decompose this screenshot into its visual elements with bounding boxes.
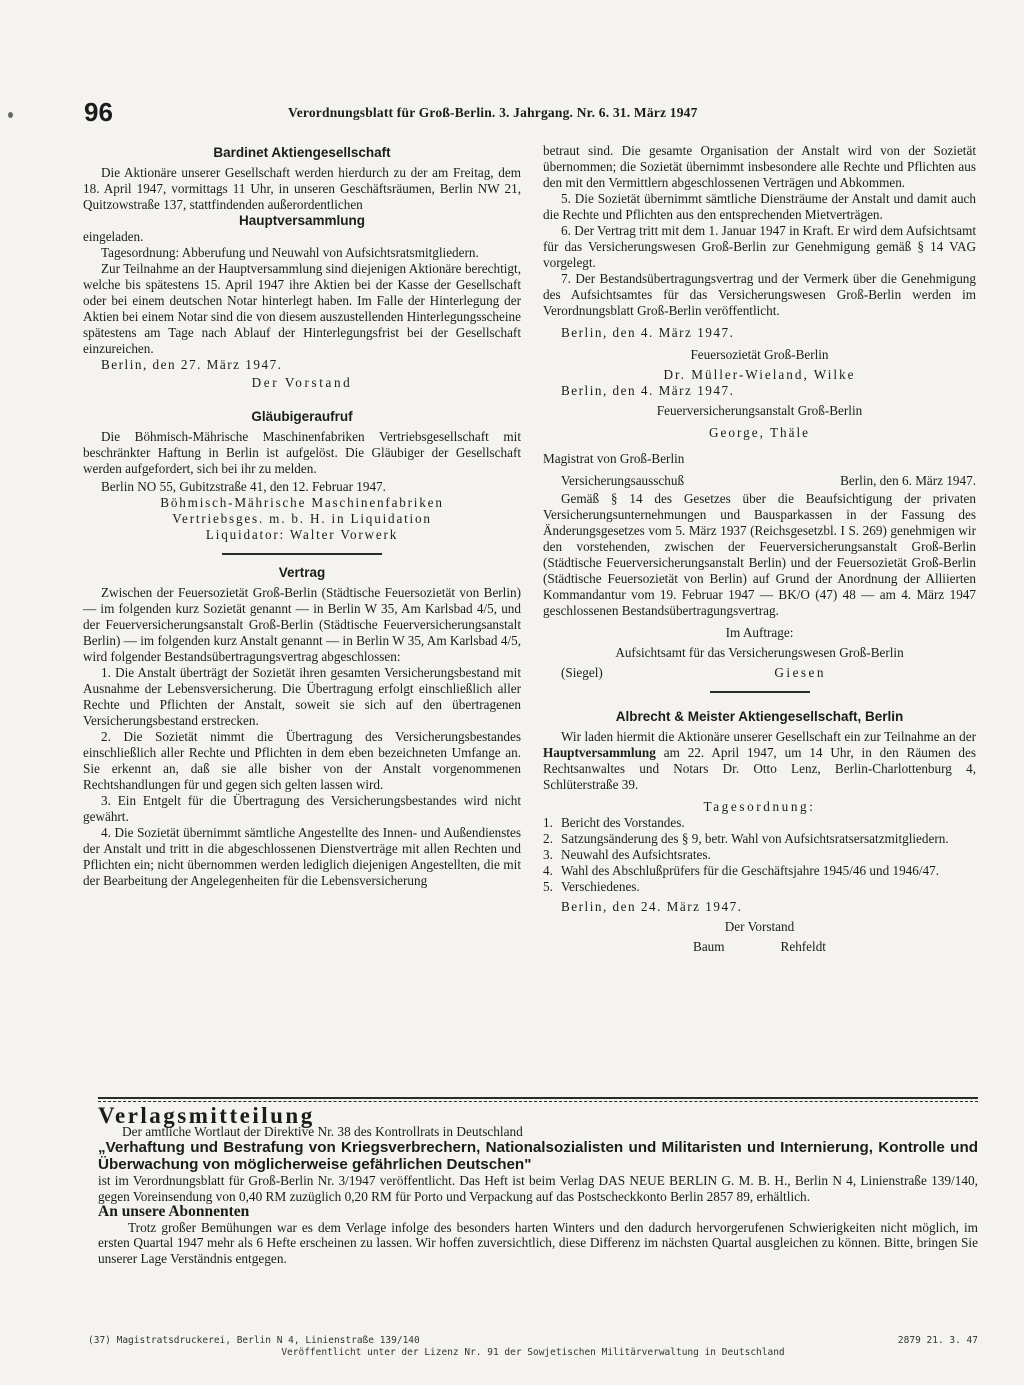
vertrag-section-6: 6. Der Vertrag tritt mit dem 1. Januar 1947 in Kraft. Er wird dem Aufsichtsamt für das Versicherungswesen Groß-Berlin zur Genehmigung gemäß § 14 VAG vorgelegt. <box>543 223 976 270</box>
printer-note: (37) Magistratsdruckerei, Berlin N 4, Linienstraße 139/140 <box>88 1335 420 1346</box>
agenda-item <box>543 879 976 895</box>
scan-artifact <box>8 112 13 118</box>
albrecht-invitation-bold: Hauptversammlung <box>543 745 656 760</box>
right-column <box>543 143 976 955</box>
bardinet-invitation: Die Aktionäre unserer Gesellschaft werden hierdurch zu der am Freitag, dem 18. April 1947, vormittags 11 Uhr, in unseren Geschäftsräumen, Berlin NW 21, Quitzowstraße 137, stattfindenden außerordentlichen <box>83 165 521 212</box>
verlag-body: ist im Verordnungsblatt für Groß-Berlin Nr. 3/1947 veröffentlicht. Das Heft ist beim Verlag DAS NEUE BERLIN G. M. B. H., Berlin N 4, Linienstraße 139/140, gegen Voreinsendung von 0,40 RM zuzüglich 0,20 RM für Porto und Verpackung auf das Postscheckkonto Berlin 2857 89, erhältlich. <box>98 1173 978 1204</box>
im-auftrage: Im Auftrage: <box>725 625 794 640</box>
section-divider <box>710 691 810 693</box>
vertrag-date-2: Berlin, den 4. März 1947. <box>561 383 735 398</box>
glaeubiger-date: Berlin NO 55, Gubitzstraße 41, den 12. Februar 1947. <box>101 479 386 494</box>
separator-line <box>98 1101 978 1102</box>
vertrag-signature-2: George, Thäle <box>709 425 810 440</box>
bardinet-conditions: Zur Teilnahme an der Hauptversammlung sind diejenigen Aktionäre berechtigt, welche bis spätestens 15. April 1947 ihre Aktien bei der Kasse der Gesellschaft oder bei einem deutschen Notar hinterlegt haben. Im Falle der Hinterlegung der Aktien bei einem Notar sind die von diesem auszustellenden Hinterlegungsscheine spätestens am Tage nach Ablauf der Hinterlegungsfrist bei der Gesellschaft einzureichen. <box>83 261 521 356</box>
page-number: 96 <box>84 97 113 127</box>
glaeubiger-liquidator: Liquidator: Walter Vorwerk <box>205 527 399 542</box>
agenda-item-text: Wahl des Abschlußprüfers für die Geschäftsjahre 1945/46 und 1946/47. <box>561 863 939 878</box>
verlag-quote: „Verhaftung und Bestrafung von Kriegsverbrechern, Nationalsozialisten und Militaristen und Internierung, Kontrolle und Überwachung von möglicherweise gefährlichen Deutschen" <box>98 1139 978 1173</box>
license-note: Veröffentlicht unter der Lizenz Nr. 91 der Sowjetischen Militärverwaltung in Deutschland <box>281 1347 785 1358</box>
print-code: 2879 21. 3. 47 <box>897 1335 978 1346</box>
left-column <box>83 142 521 889</box>
agenda-item-text: Verschiedenes. <box>561 879 640 894</box>
glaeubiger-title: Gläubigeraufruf <box>251 409 353 424</box>
agenda-item-number: 2. <box>543 831 553 846</box>
vertrag-section-4-cont: betraut sind. Die gesamte Organisation der Anstalt wird von der Sozietät übernommen; die Sozietät übernimmt insbesondere alle Rechte und Pflichten aus den mit den Vermittlern abgeschlossenen Verträgen und Abkommen. <box>543 143 976 190</box>
verlag-intro: Der amtliche Wortlaut der Direktive Nr. 38 des Kontrollrats in Deutschland <box>122 1123 523 1139</box>
vertrag-section-1: 1. Die Anstalt überträgt der Sozietät ihren gesamten Versicherungsbestand mit Ausnahme der Lebensversicherung. Die Übertragung erfolgt einschließlich aller Rechte und Pflichten der Anstalt, soweit sie sich auf den übertragenen Versicherungsbestand erstrecken. <box>83 665 521 728</box>
verlag-section <box>98 1103 978 1266</box>
giesen-signature: Giesen <box>774 665 826 680</box>
vertrag-date-1: Berlin, den 4. März 1947. <box>561 325 735 340</box>
ausschuss-row <box>543 473 976 489</box>
albrecht-agenda-list <box>543 815 976 895</box>
abo-title: An unsere Abonnenten <box>98 1203 250 1220</box>
vertrag-section-4: 4. Die Sozietät übernimmt sämtliche Angestellte des Innen- und Außendienstes der Anstalt und tritt in die abgeschlossenen Dienstverträge mit allen Rechten und Pflichten ein; nicht übernommen werden lediglich diejenigen Angestellten, die mit der Bearbeitung der Angelegenheiten für die Lebensversicherung <box>83 825 521 888</box>
verlag-title: Verlagsmitteilung <box>98 1103 315 1128</box>
bardinet-signature: Der Vorstand <box>251 375 353 390</box>
agenda-item <box>543 831 976 847</box>
glaeubiger-company-2: Vertriebsges. m. b. H. in Liquidation <box>172 511 432 526</box>
glaeubiger-company-1: Böhmisch-Mährische Maschinenfabriken <box>160 495 444 510</box>
agenda-item-text: Bericht des Vorstandes. <box>561 815 685 830</box>
agenda-item-number: 3. <box>543 847 553 862</box>
agenda-item-number: 4. <box>543 863 553 878</box>
agenda-item <box>543 847 976 863</box>
vertrag-section-2: 2. Die Sozietät nimmt die Übertragung des Versicherungsbestandes einschließlich aller Rechte und Pflichten in dem eben bezeichneten Umfange an. Sie erkennt an, daß sie alle bisher von der Anstalt vorgenommenen Rechtshandlungen für und gegen sich gelten lassen wird. <box>83 729 521 792</box>
vertrag-party-2: Feuerversicherungsanstalt Groß-Berlin <box>656 403 863 418</box>
vertrag-title: Vertrag <box>278 565 326 580</box>
bardinet-invited: eingeladen. <box>83 229 144 244</box>
vertrag-section-7: 7. Der Bestandsübertragungsvertrag und der Vermerk über die Genehmigung des Aufsichtsamtes für das Versicherungswesen Groß-Berlin werden im Verordnungsblatt Groß-Berlin veröffentlicht. <box>543 271 976 318</box>
albrecht-names <box>543 939 976 955</box>
agenda-item <box>543 815 976 831</box>
albrecht-name-1: Baum <box>693 939 725 954</box>
albrecht-date: Berlin, den 24. März 1947. <box>561 899 743 914</box>
approval-text: Gemäß § 14 des Gesetzes über die Beaufsichtigung der privaten Versicherungsunternehmungen und Bausparkassen in der Fassung des Änderungsgesetzes vom 5. März 1937 (Reichsgesetzbl. I S. 269) genehmigen wir den vorstehenden, zwischen der Feuerversicherungsanstalt Groß-Berlin (Städtische Feuerversicherungsanstalt Berlin) und der Feuersozietät Groß-Berlin (Städtische Feuersozietät von Berlin) auf Grund der Anordnung der Alliierten Kommandantur vom 19. Februar 1947 — BK/O (47) 48 — am 4. März 1947 geschlossenen Bestandsübertragungsvertrag. <box>543 491 976 618</box>
separator-line <box>98 1097 978 1099</box>
page-footer <box>88 1335 978 1359</box>
agenda-item <box>543 863 976 879</box>
albrecht-invitation-a: Wir laden hiermit die Aktionäre unserer Gesellschaft ein zur Teilnahme an der <box>561 729 976 744</box>
aufsichtsamt-line: Aufsichtsamt für das Versicherungswesen Groß-Berlin <box>615 645 904 660</box>
vertrag-party-1: Feuersozietät Groß-Berlin <box>690 347 829 362</box>
albrecht-invitation <box>543 729 976 793</box>
section-divider <box>222 553 382 555</box>
vertrag-signature-1: Dr. Müller-Wieland, Wilke <box>663 367 856 382</box>
abo-body: Trotz großer Bemühungen war es dem Verlage infolge des besonders harten Winters und den dadurch hervorgerufenen Schwierigkeiten nicht möglich, im ersten Quartal 1947 mehr als 6 Hefte erscheinen zu lassen. Wir hoffen zuversichtlich, diese Differenz im nächsten Quartal ausgleichen zu können. Bitte, bringen Sie unserer Lage Verständnis entgegen. <box>98 1219 978 1266</box>
bardinet-date: Berlin, den 27. März 1947. <box>101 357 283 372</box>
glaeubiger-text: Die Böhmisch-Mährische Maschinenfabriken Vertriebsgesellschaft mit beschränkter Haftung in Berlin ist aufgelöst. Die Gläubiger der Gesellschaft werden aufgefordert, sich bei ihr zu melden. <box>83 429 521 476</box>
agenda-item-text: Satzungsänderung des § 9, betr. Wahl von Aufsichtsratsersatzmitgliedern. <box>561 831 949 846</box>
bardinet-agenda: Tagesordnung: Abberufung und Neuwahl von Aufsichtsratsmitgliedern. <box>101 245 479 260</box>
vertrag-intro: Zwischen der Feuersozietät Groß-Berlin (Städtische Feuersozietät von Berlin) — im folgenden kurz Sozietät genannt — in Berlin W 35, Am Karlsbad 4/5, und der Feuerversicherungsanstalt Groß-Berlin (Städtische Feuerversicherungsanstalt Berlin) — im folgenden kurz Anstalt genannt — in Berlin W 35, Am Karlsbad 4/5, wird folgender Bestandsübertragungsvertrag abgeschlossen: <box>83 585 521 664</box>
ausschuss-date: Berlin, den 6. März 1947. <box>840 473 976 488</box>
ausschuss-label: Versicherungsausschuß <box>561 473 685 488</box>
albrecht-signature: Der Vorstand <box>724 919 795 934</box>
albrecht-invitation-b: am 22. April 1947, um 14 Uhr, in den Räumen des Rechtsanwaltes und Notars Dr. Otto Lenz, Berlin-Charlottenburg 4, Schlüterstraße 39. <box>543 745 976 792</box>
albrecht-title: Albrecht & Meister Aktiengesellschaft, Berlin <box>615 709 904 724</box>
siegel-label: (Siegel) <box>561 665 603 680</box>
albrecht-name-2: Rehfeldt <box>780 939 826 954</box>
running-head: Verordnungsblatt für Groß-Berlin. 3. Jahrgang. Nr. 6. 31. März 1947 <box>288 105 698 120</box>
magistrat-line: Magistrat von Groß-Berlin <box>543 451 685 466</box>
bardinet-title: Bardinet Aktiengesellschaft <box>213 145 391 160</box>
agenda-item-text: Neuwahl des Aufsichtsrates. <box>561 847 711 862</box>
albrecht-agenda-title: Tagesordnung: <box>703 799 816 814</box>
agenda-item-number: 5. <box>543 879 553 894</box>
footer-line <box>88 1335 978 1347</box>
siegel-row <box>543 665 976 681</box>
agenda-item-number: 1. <box>543 815 553 830</box>
vertrag-section-3: 3. Ein Entgelt für die Übertragung des Versicherungsbestandes wird nicht gewährt. <box>83 793 521 824</box>
vertrag-section-5: 5. Die Sozietät übernimmt sämtliche Diensträume der Anstalt und damit auch die Rechte und Pflichten aus den entsprechenden Mietverträgen. <box>543 191 976 222</box>
bardinet-subtitle: Hauptversammlung <box>238 213 366 228</box>
